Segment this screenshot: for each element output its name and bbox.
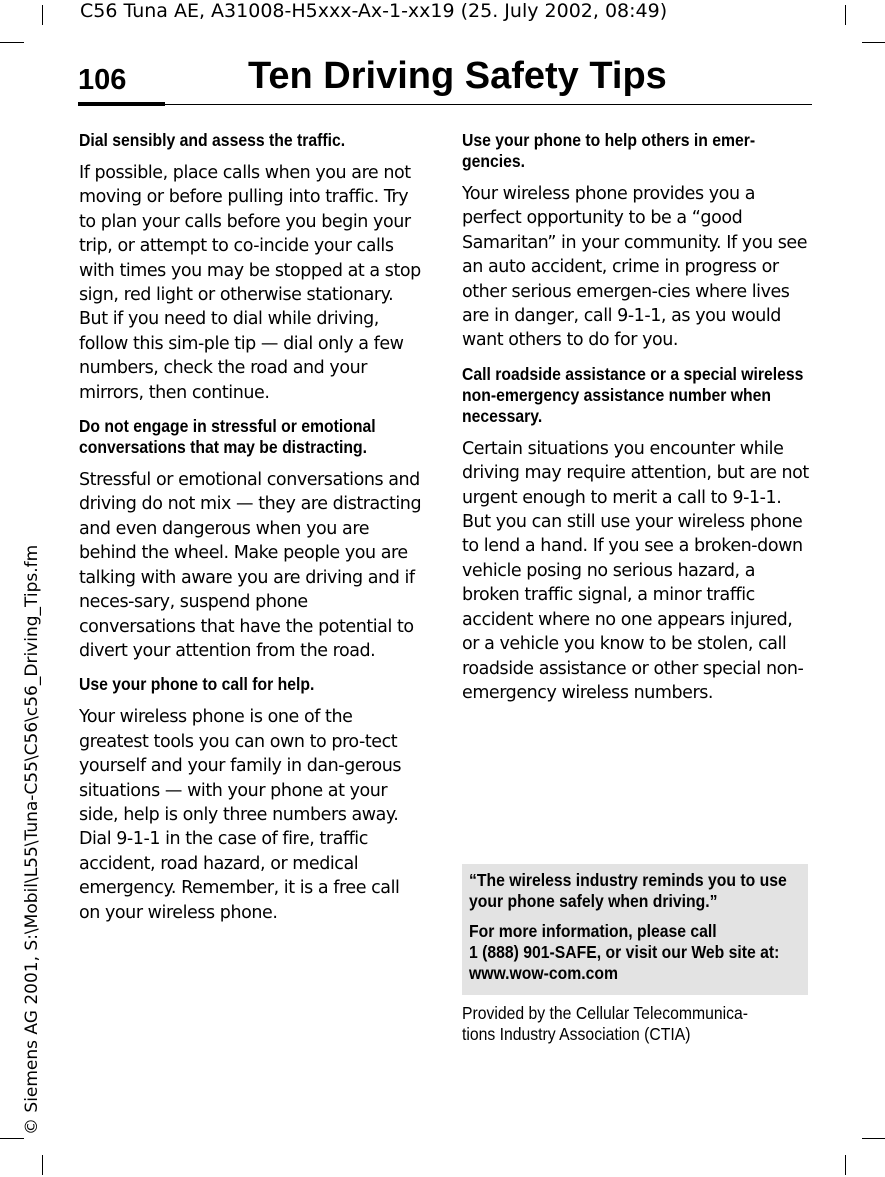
crop-mark [0,1138,24,1139]
section-heading: Dial sensibly and assess the traffic. [79,130,346,150]
section-body: Certain situations you encounter while driving may require attention, but are not urgent enough to merit a call to 9-1-1. But you can still use your wireless phone to lend a hand. If you see a broken-down vehicle posing no serious hazard, a broken traffic signal, a minor traffic accident where no one appears injured, or a vehicle you know to be stolen, call roadside assistance or other special non-emergency wireless numbers. [462,438,809,703]
crop-mark [845,5,846,25]
section-body: If possible, place calls when you are not moving or before pulling into traffic. Try to plan your calls before you begin your trip, or attempt to co-incide your calls with times you may be stopped at a stop sign, red light or otherwise stationary. But if you need to dial while driving, follow this sim-ple tip — dial only a few numbers, check the road and your mirrors, then continue. [79,163,421,403]
crop-mark [42,1155,43,1175]
section-heading: Call roadside assistance or a special wireless non-emergency assistance number when necessary. [462,363,804,426]
ctia-credit: Provided by the Cellular Telecommunica-tions Industry Association (CTIA) [462,1003,748,1044]
safety-callout-box [462,864,808,995]
title-rule-thin [165,104,812,105]
section-heading: Use your phone to call for help. [79,674,315,695]
crop-mark [0,42,24,43]
right-column [462,130,810,716]
page-number: 106 [78,64,127,96]
page-title: Ten Driving Safety Tips [248,55,667,97]
section-heading: Do not engage in stressful or emotional conversations that may be distracting. [79,416,376,458]
copyright-side-text: © Siemens AG 2001, S:\Mobil\L55\Tuna-C55\C56\c56_Driving_Tips.fm [22,544,42,1135]
left-column [79,130,424,936]
crop-mark [862,1138,885,1139]
callout-info-lead: For more information, please call [469,921,717,941]
crop-mark [845,1155,846,1175]
section-body: Your wireless phone provides you a perfect opportunity to be a “good Samaritan” in your community. If you see an auto accident, crime in progress or other serious emergen-cies where lives are in danger, call 9-1-1, as you would want others to do for you. [462,184,808,351]
section-body: Your wireless phone is one of the greatest tools you can own to pro-tect yourself and your family in dan-gerous situations — with your phone at your side, help is only three numbers away. Dial 9-1-1 in the case of fire, traffic accident, road hazard, or medical emergency. Remember, it is a free call on your wireless phone. [79,707,402,923]
document-header-line: C56 Tuna AE, A31008-H5xxx-Ax-1-xx19 (25. July 2002, 08:49) [80,0,668,22]
callout-reminder: “The wireless industry reminds you to use your phone safely when driving.” [469,870,787,911]
callout-info [469,921,800,984]
crop-mark [862,42,885,43]
callout-info-contact: 1 (888) 901-SAFE, or visit our Web site at: www.wow-com.com [469,942,780,983]
section-body: Stressful or emotional conversations and driving do not mix — they are distracting and even dangerous when you are behind the wheel. Make people you are talking with aware you are driving and if neces-sary, suspend phone conversations that have the potential to divert your attention from the road. [79,470,422,661]
section-heading: Use your phone to help others in emer-gencies. [462,130,756,171]
title-rule-thick [78,102,165,106]
